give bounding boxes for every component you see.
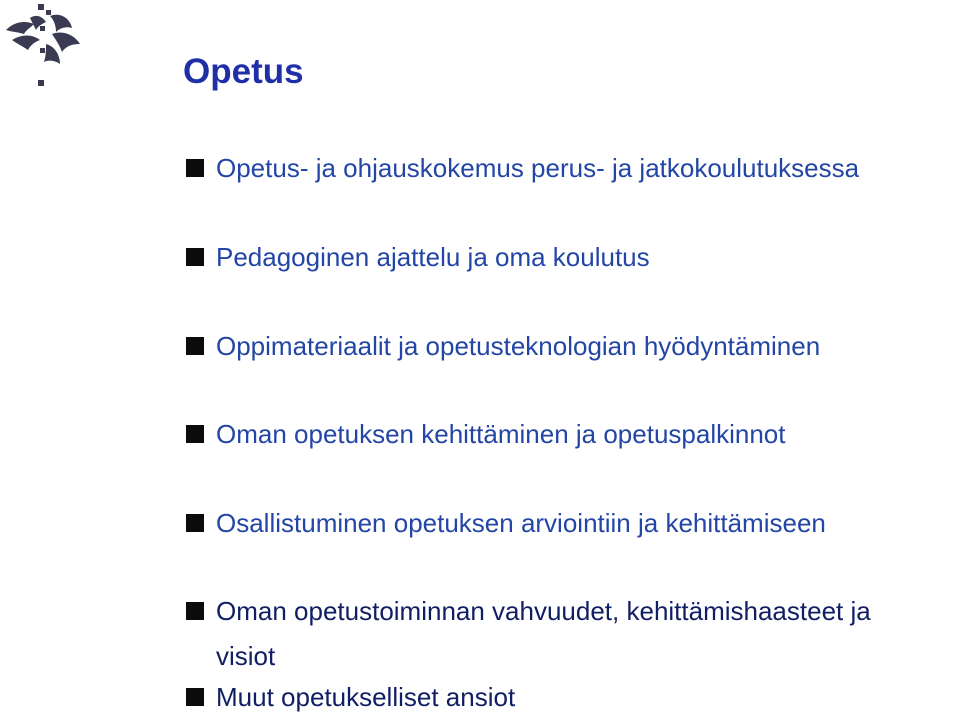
square-bullet-icon [186,159,204,177]
bullet-text: Oppimateriaalit ja opetusteknologian hyödyntäminen [216,331,821,361]
square-bullet-icon [186,337,204,355]
bullet-text: Osallistuminen opetuksen arviointiin ja kehittämiseen [216,508,826,538]
square-bullet-icon [186,514,204,532]
bullet-text: Pedagoginen ajattelu ja oma koulutus [216,242,650,272]
university-flame-logo-icon [0,0,92,92]
bullet-text-continuation: visiot [216,641,276,671]
square-bullet-icon [186,248,204,266]
bullet-text: Oman opetuksen kehittäminen ja opetuspalkinnot [216,419,786,449]
bullet-text: Oman opetustoiminnan vahvuudet, kehittämishaasteet ja [216,596,871,626]
slide-title: Opetus [183,52,304,91]
square-bullet-icon [186,688,204,706]
bullet-text: Muut opetukselliset ansiot [216,682,516,712]
square-bullet-icon [186,425,204,443]
square-bullet-icon [186,602,204,620]
bullet-text: Opetus- ja ohjauskokemus perus- ja jatkokoulutuksessa [216,153,860,183]
